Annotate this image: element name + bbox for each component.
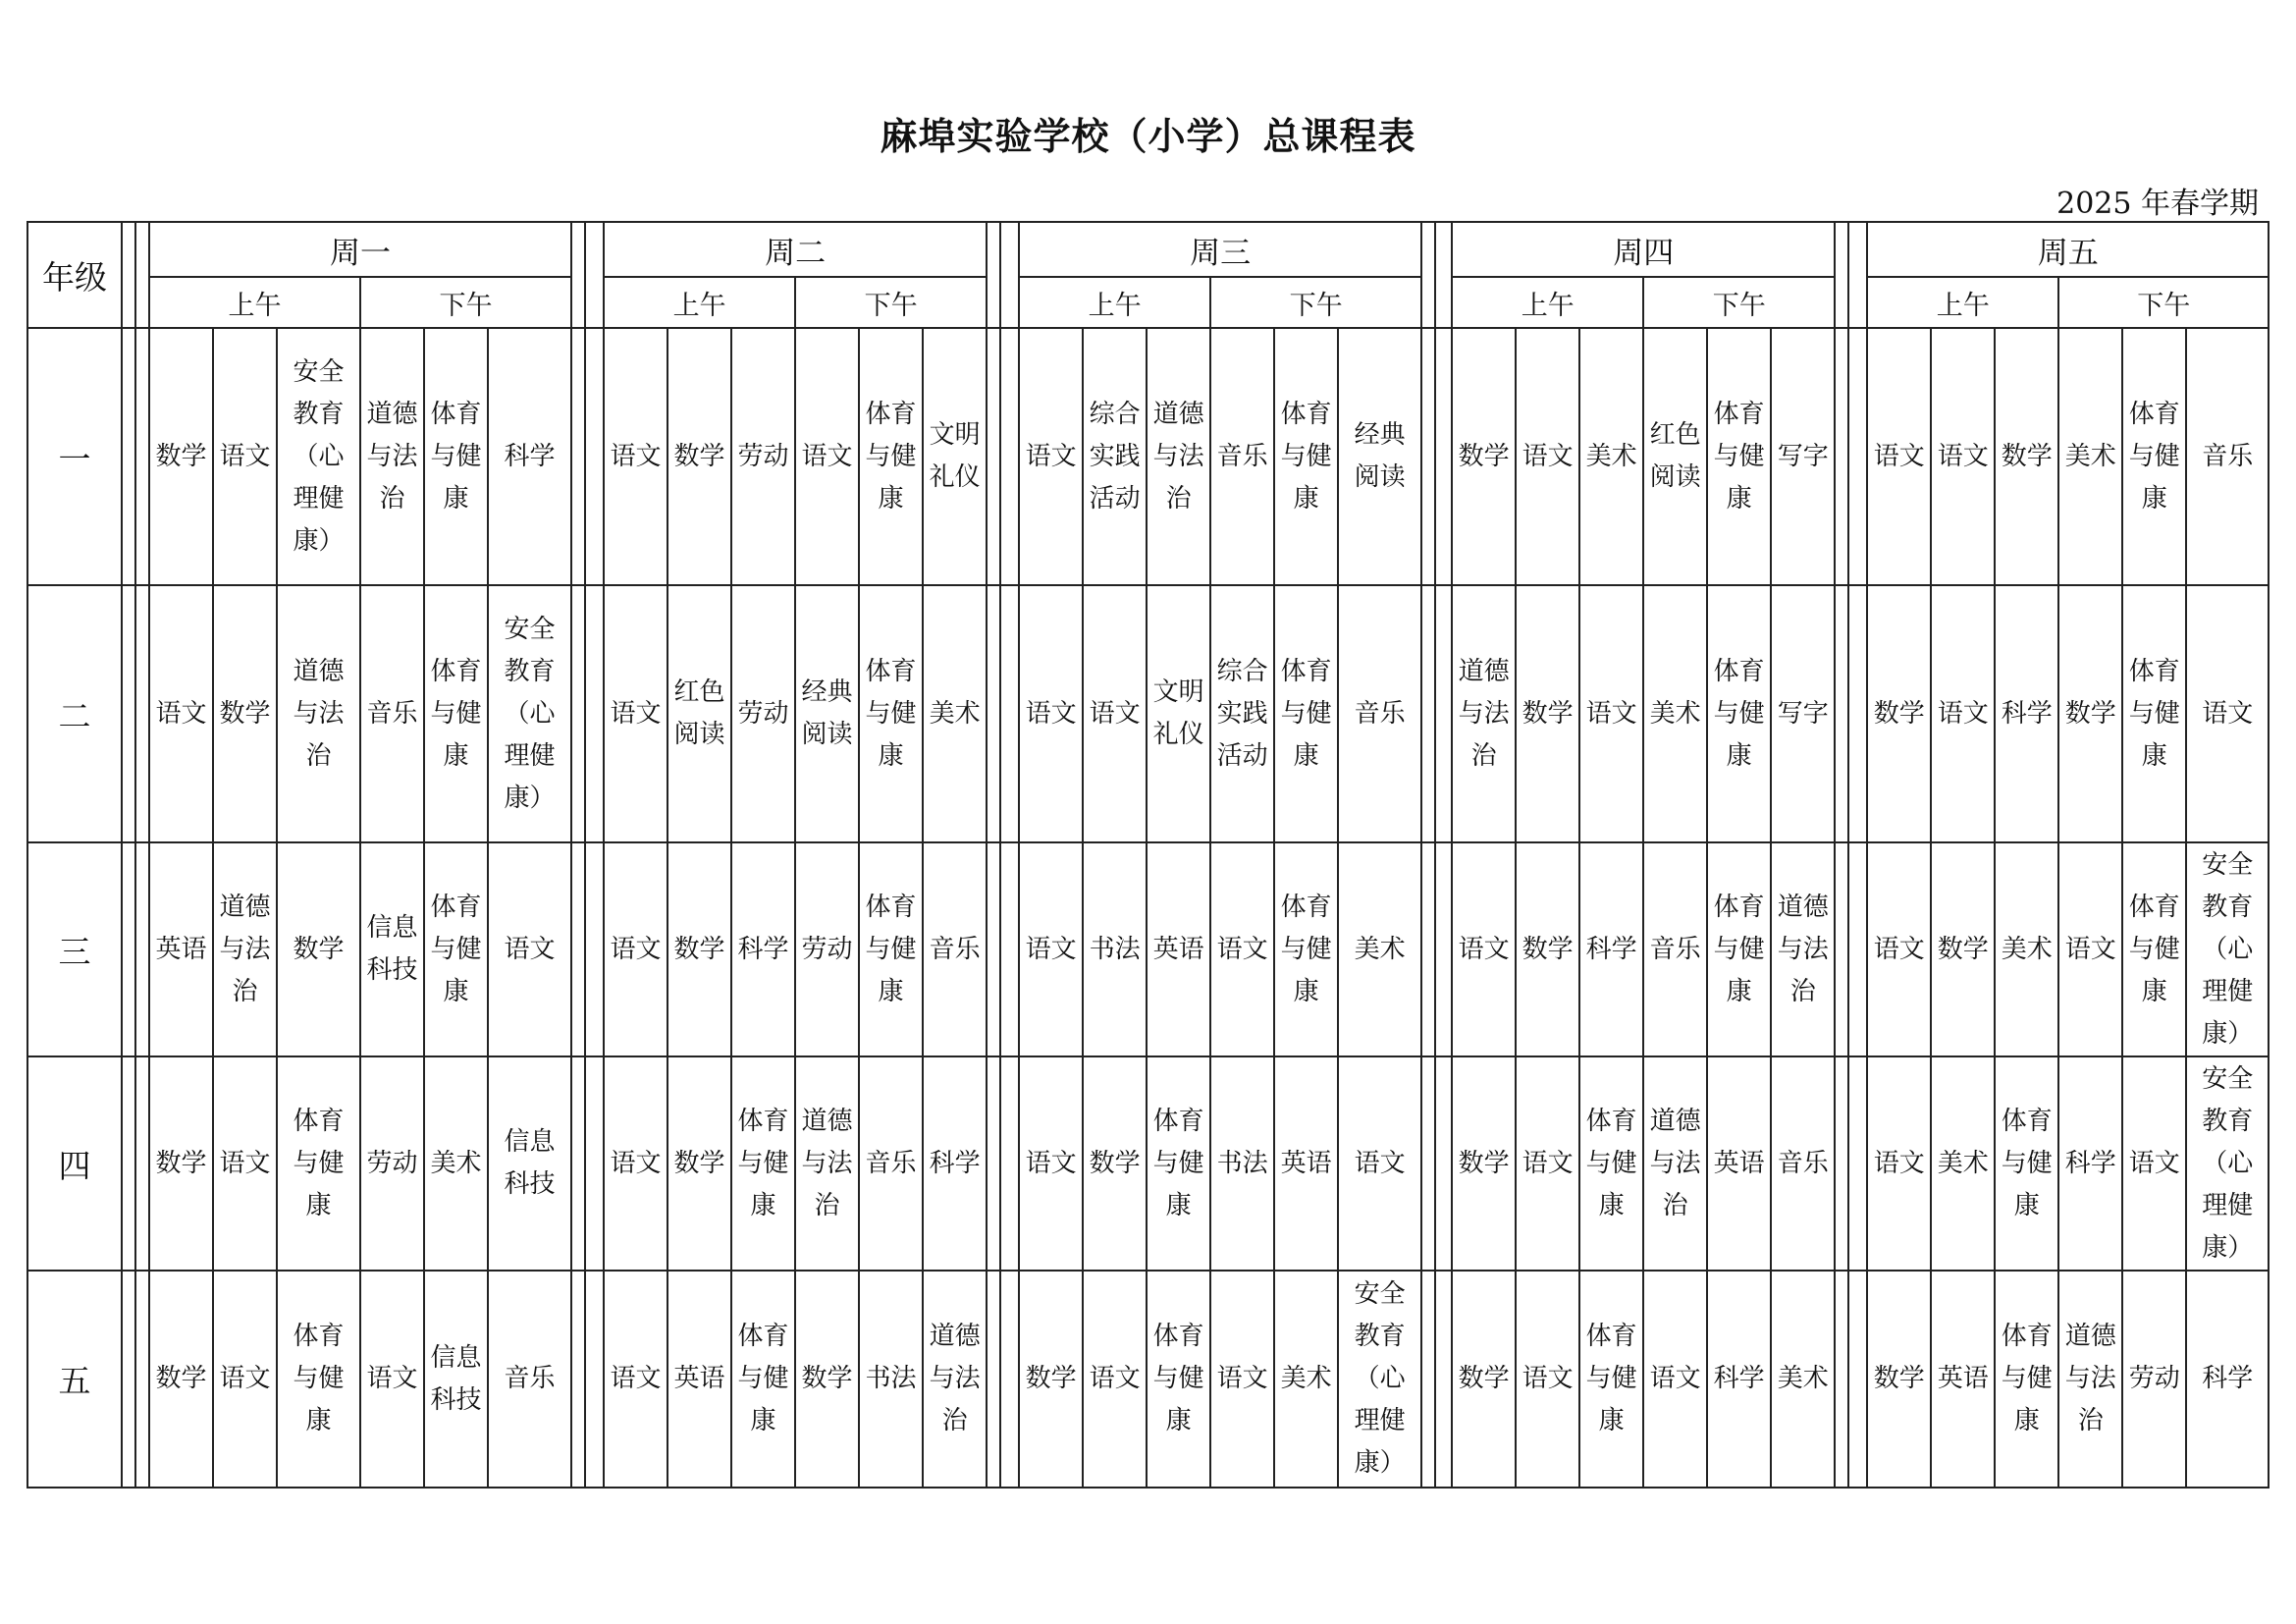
pm-header: 下午 bbox=[1643, 277, 1835, 328]
lesson-cell: 语文 bbox=[604, 1271, 667, 1488]
lesson-cell: 美术 bbox=[1643, 585, 1707, 842]
lesson-cell: 音乐 bbox=[1338, 585, 1421, 842]
lesson-cell: 体育与健康 bbox=[859, 585, 923, 842]
grade-header: 年级 bbox=[27, 222, 122, 328]
lesson-cell: 数学 bbox=[1452, 1271, 1516, 1488]
lesson-cell: 语文 bbox=[604, 328, 667, 585]
lesson-cell: 道德与法治 bbox=[1147, 328, 1210, 585]
lesson-cell: 体育与健康 bbox=[1274, 328, 1338, 585]
grade-row bbox=[27, 1271, 2269, 1488]
lesson-cell: 语文 bbox=[1452, 842, 1516, 1056]
lesson-cell: 英语 bbox=[1147, 842, 1210, 1056]
lesson-cell: 道德与法治 bbox=[795, 1056, 859, 1271]
lesson-cell: 语文 bbox=[488, 842, 571, 1056]
lesson-cell: 文明礼仪 bbox=[1147, 585, 1210, 842]
lesson-cell: 体育与健康 bbox=[2122, 842, 2186, 1056]
lesson-cell: 经典阅读 bbox=[1338, 328, 1421, 585]
day-header-row bbox=[27, 222, 2269, 277]
pm-header: 下午 bbox=[795, 277, 987, 328]
lesson-cell: 体育与健康 bbox=[424, 842, 488, 1056]
lesson-cell: 音乐 bbox=[1643, 842, 1707, 1056]
lesson-cell: 数学 bbox=[1931, 842, 1995, 1056]
lesson-cell: 劳动 bbox=[731, 328, 795, 585]
lesson-cell: 体育与健康 bbox=[859, 328, 923, 585]
day-header: 周二 bbox=[604, 222, 987, 277]
am-header: 上午 bbox=[604, 277, 795, 328]
lesson-cell: 英语 bbox=[1707, 1056, 1771, 1271]
day-header: 周一 bbox=[149, 222, 571, 277]
lesson-cell: 道德与法治 bbox=[1643, 1056, 1707, 1271]
am-header: 上午 bbox=[1867, 277, 2058, 328]
lesson-cell: 语文 bbox=[2058, 842, 2122, 1056]
lesson-cell: 体育与健康 bbox=[1995, 1056, 2058, 1271]
grade-label: 二 bbox=[27, 585, 122, 842]
lesson-cell: 数学 bbox=[667, 328, 731, 585]
lesson-cell: 美术 bbox=[1338, 842, 1421, 1056]
lesson-cell: 写字 bbox=[1771, 585, 1835, 842]
lesson-cell: 语文 bbox=[1019, 585, 1083, 842]
lesson-cell: 数学 bbox=[1083, 1056, 1147, 1271]
lesson-cell: 安全教育（心理健康） bbox=[488, 585, 571, 842]
lesson-cell: 体育与健康 bbox=[859, 842, 923, 1056]
lesson-cell: 数学 bbox=[1452, 328, 1516, 585]
lesson-cell: 英语 bbox=[1274, 1056, 1338, 1271]
lesson-cell: 数学 bbox=[149, 1056, 213, 1271]
pm-header: 下午 bbox=[360, 277, 571, 328]
lesson-cell: 科学 bbox=[1995, 585, 2058, 842]
lesson-cell: 数学 bbox=[2058, 585, 2122, 842]
lesson-cell: 语文 bbox=[1019, 1056, 1083, 1271]
lesson-cell: 数学 bbox=[1516, 585, 1579, 842]
half-day-header-row bbox=[27, 277, 2269, 328]
day-header: 周三 bbox=[1019, 222, 1421, 277]
lesson-cell: 科学 bbox=[1707, 1271, 1771, 1488]
lesson-cell: 科学 bbox=[1579, 842, 1643, 1056]
lesson-cell: 综合实践活动 bbox=[1083, 328, 1147, 585]
lesson-cell: 语文 bbox=[1516, 1056, 1579, 1271]
lesson-cell: 数学 bbox=[1995, 328, 2058, 585]
lesson-cell: 数学 bbox=[277, 842, 360, 1056]
grade-row bbox=[27, 842, 2269, 1056]
lesson-cell: 数学 bbox=[667, 1056, 731, 1271]
lesson-cell: 语文 bbox=[213, 1056, 277, 1271]
lesson-cell: 语文 bbox=[1019, 842, 1083, 1056]
lesson-cell: 音乐 bbox=[859, 1056, 923, 1271]
lesson-cell: 美术 bbox=[1931, 1056, 1995, 1271]
lesson-cell: 语文 bbox=[604, 842, 667, 1056]
lesson-cell: 语文 bbox=[213, 1271, 277, 1488]
lesson-cell: 语文 bbox=[2122, 1056, 2186, 1271]
lesson-cell: 语文 bbox=[604, 1056, 667, 1271]
lesson-cell: 语文 bbox=[604, 585, 667, 842]
lesson-cell: 音乐 bbox=[488, 1271, 571, 1488]
lesson-cell: 科学 bbox=[2058, 1056, 2122, 1271]
lesson-cell: 道德与法治 bbox=[1771, 842, 1835, 1056]
lesson-cell: 数学 bbox=[795, 1271, 859, 1488]
lesson-cell: 语文 bbox=[1083, 585, 1147, 842]
grade-label: 四 bbox=[27, 1056, 122, 1271]
lesson-cell: 道德与法治 bbox=[213, 842, 277, 1056]
lesson-cell: 美术 bbox=[1579, 328, 1643, 585]
lesson-cell: 道德与法治 bbox=[923, 1271, 987, 1488]
grade-row bbox=[27, 1056, 2269, 1271]
lesson-cell: 体育与健康 bbox=[277, 1271, 360, 1488]
lesson-cell: 安全教育（心理健康） bbox=[277, 328, 360, 585]
lesson-cell: 书法 bbox=[859, 1271, 923, 1488]
lesson-cell: 英语 bbox=[667, 1271, 731, 1488]
am-header: 上午 bbox=[1452, 277, 1643, 328]
grade-row bbox=[27, 585, 2269, 842]
lesson-cell: 体育与健康 bbox=[1579, 1056, 1643, 1271]
lesson-cell: 信息科技 bbox=[488, 1056, 571, 1271]
lesson-cell: 科学 bbox=[731, 842, 795, 1056]
lesson-cell: 语文 bbox=[1338, 1056, 1421, 1271]
lesson-cell: 劳动 bbox=[795, 842, 859, 1056]
term-label: 2025 年春学期 bbox=[2056, 187, 2259, 221]
lesson-cell: 道德与法治 bbox=[277, 585, 360, 842]
lesson-cell: 体育与健康 bbox=[1995, 1271, 2058, 1488]
lesson-cell: 劳动 bbox=[360, 1056, 424, 1271]
lesson-cell: 数学 bbox=[1867, 585, 1931, 842]
lesson-cell: 安全教育（心理健康） bbox=[2186, 842, 2269, 1056]
lesson-cell: 体育与健康 bbox=[1274, 842, 1338, 1056]
lesson-cell: 体育与健康 bbox=[1274, 585, 1338, 842]
lesson-cell: 劳动 bbox=[2122, 1271, 2186, 1488]
lesson-cell: 语文 bbox=[149, 585, 213, 842]
lesson-cell: 信息科技 bbox=[424, 1271, 488, 1488]
lesson-cell: 音乐 bbox=[1210, 328, 1274, 585]
lesson-cell: 语文 bbox=[213, 328, 277, 585]
lesson-cell: 语文 bbox=[1931, 328, 1995, 585]
lesson-cell: 体育与健康 bbox=[1147, 1271, 1210, 1488]
lesson-cell: 体育与健康 bbox=[1707, 842, 1771, 1056]
lesson-cell: 数学 bbox=[213, 585, 277, 842]
lesson-cell: 数学 bbox=[149, 328, 213, 585]
lesson-cell: 体育与健康 bbox=[731, 1056, 795, 1271]
lesson-cell: 体育与健康 bbox=[424, 585, 488, 842]
lesson-cell: 数学 bbox=[1019, 1271, 1083, 1488]
day-header: 周四 bbox=[1452, 222, 1835, 277]
lesson-cell: 书法 bbox=[1083, 842, 1147, 1056]
lesson-cell: 美术 bbox=[923, 585, 987, 842]
lesson-cell: 美术 bbox=[1771, 1271, 1835, 1488]
lesson-cell: 体育与健康 bbox=[424, 328, 488, 585]
lesson-cell: 综合实践活动 bbox=[1210, 585, 1274, 842]
lesson-cell: 数学 bbox=[1867, 1271, 1931, 1488]
lesson-cell: 体育与健康 bbox=[2122, 328, 2186, 585]
lesson-cell: 文明礼仪 bbox=[923, 328, 987, 585]
lesson-cell: 语文 bbox=[1210, 1271, 1274, 1488]
lesson-cell: 美术 bbox=[424, 1056, 488, 1271]
lesson-cell: 美术 bbox=[2058, 328, 2122, 585]
lesson-cell: 科学 bbox=[488, 328, 571, 585]
lesson-cell: 数学 bbox=[667, 842, 731, 1056]
lesson-cell: 道德与法治 bbox=[360, 328, 424, 585]
lesson-cell: 科学 bbox=[923, 1056, 987, 1271]
lesson-cell: 劳动 bbox=[731, 585, 795, 842]
pm-header: 下午 bbox=[1210, 277, 1421, 328]
schedule-table bbox=[27, 221, 2269, 1489]
lesson-cell: 语文 bbox=[1867, 328, 1931, 585]
grade-label: 一 bbox=[27, 328, 122, 585]
lesson-cell: 音乐 bbox=[1771, 1056, 1835, 1271]
lesson-cell: 红色阅读 bbox=[667, 585, 731, 842]
lesson-cell: 语文 bbox=[360, 1271, 424, 1488]
lesson-cell: 道德与法治 bbox=[1452, 585, 1516, 842]
lesson-cell: 数学 bbox=[1516, 842, 1579, 1056]
lesson-cell: 数学 bbox=[1452, 1056, 1516, 1271]
grade-row bbox=[27, 328, 2269, 585]
lesson-cell: 语文 bbox=[1210, 842, 1274, 1056]
lesson-cell: 体育与健康 bbox=[2122, 585, 2186, 842]
lesson-cell: 语文 bbox=[1643, 1271, 1707, 1488]
grade-label: 三 bbox=[27, 842, 122, 1056]
schedule-body bbox=[27, 328, 2269, 1488]
lesson-cell: 音乐 bbox=[923, 842, 987, 1056]
lesson-cell: 语文 bbox=[1867, 1056, 1931, 1271]
lesson-cell: 音乐 bbox=[360, 585, 424, 842]
day-header: 周五 bbox=[1867, 222, 2269, 277]
lesson-cell: 英语 bbox=[149, 842, 213, 1056]
page-title: 麻埠实验学校（小学）总课程表 bbox=[880, 115, 1416, 158]
lesson-cell: 体育与健康 bbox=[277, 1056, 360, 1271]
lesson-cell: 道德与法治 bbox=[2058, 1271, 2122, 1488]
lesson-cell: 语文 bbox=[1579, 585, 1643, 842]
lesson-cell: 体育与健康 bbox=[1707, 585, 1771, 842]
lesson-cell: 语文 bbox=[1931, 585, 1995, 842]
lesson-cell: 语文 bbox=[1083, 1271, 1147, 1488]
lesson-cell: 美术 bbox=[1274, 1271, 1338, 1488]
lesson-cell: 红色阅读 bbox=[1643, 328, 1707, 585]
lesson-cell: 英语 bbox=[1931, 1271, 1995, 1488]
am-header: 上午 bbox=[149, 277, 360, 328]
lesson-cell: 语文 bbox=[1516, 1271, 1579, 1488]
lesson-cell: 安全教育（心理健康） bbox=[1338, 1271, 1421, 1488]
grade-label: 五 bbox=[27, 1271, 122, 1488]
lesson-cell: 科学 bbox=[2186, 1271, 2269, 1488]
lesson-cell: 体育与健康 bbox=[1147, 1056, 1210, 1271]
lesson-cell: 美术 bbox=[1995, 842, 2058, 1056]
lesson-cell: 书法 bbox=[1210, 1056, 1274, 1271]
lesson-cell: 语文 bbox=[1867, 842, 1931, 1056]
am-header: 上午 bbox=[1019, 277, 1210, 328]
lesson-cell: 体育与健康 bbox=[731, 1271, 795, 1488]
lesson-cell: 体育与健康 bbox=[1707, 328, 1771, 585]
lesson-cell: 安全教育（心理健康） bbox=[2186, 1056, 2269, 1271]
lesson-cell: 信息科技 bbox=[360, 842, 424, 1056]
lesson-cell: 语文 bbox=[2186, 585, 2269, 842]
lesson-cell: 语文 bbox=[1516, 328, 1579, 585]
lesson-cell: 语文 bbox=[795, 328, 859, 585]
pm-header: 下午 bbox=[2058, 277, 2269, 328]
lesson-cell: 数学 bbox=[149, 1271, 213, 1488]
lesson-cell: 音乐 bbox=[2186, 328, 2269, 585]
lesson-cell: 语文 bbox=[1019, 328, 1083, 585]
lesson-cell: 体育与健康 bbox=[1579, 1271, 1643, 1488]
lesson-cell: 经典阅读 bbox=[795, 585, 859, 842]
lesson-cell: 写字 bbox=[1771, 328, 1835, 585]
